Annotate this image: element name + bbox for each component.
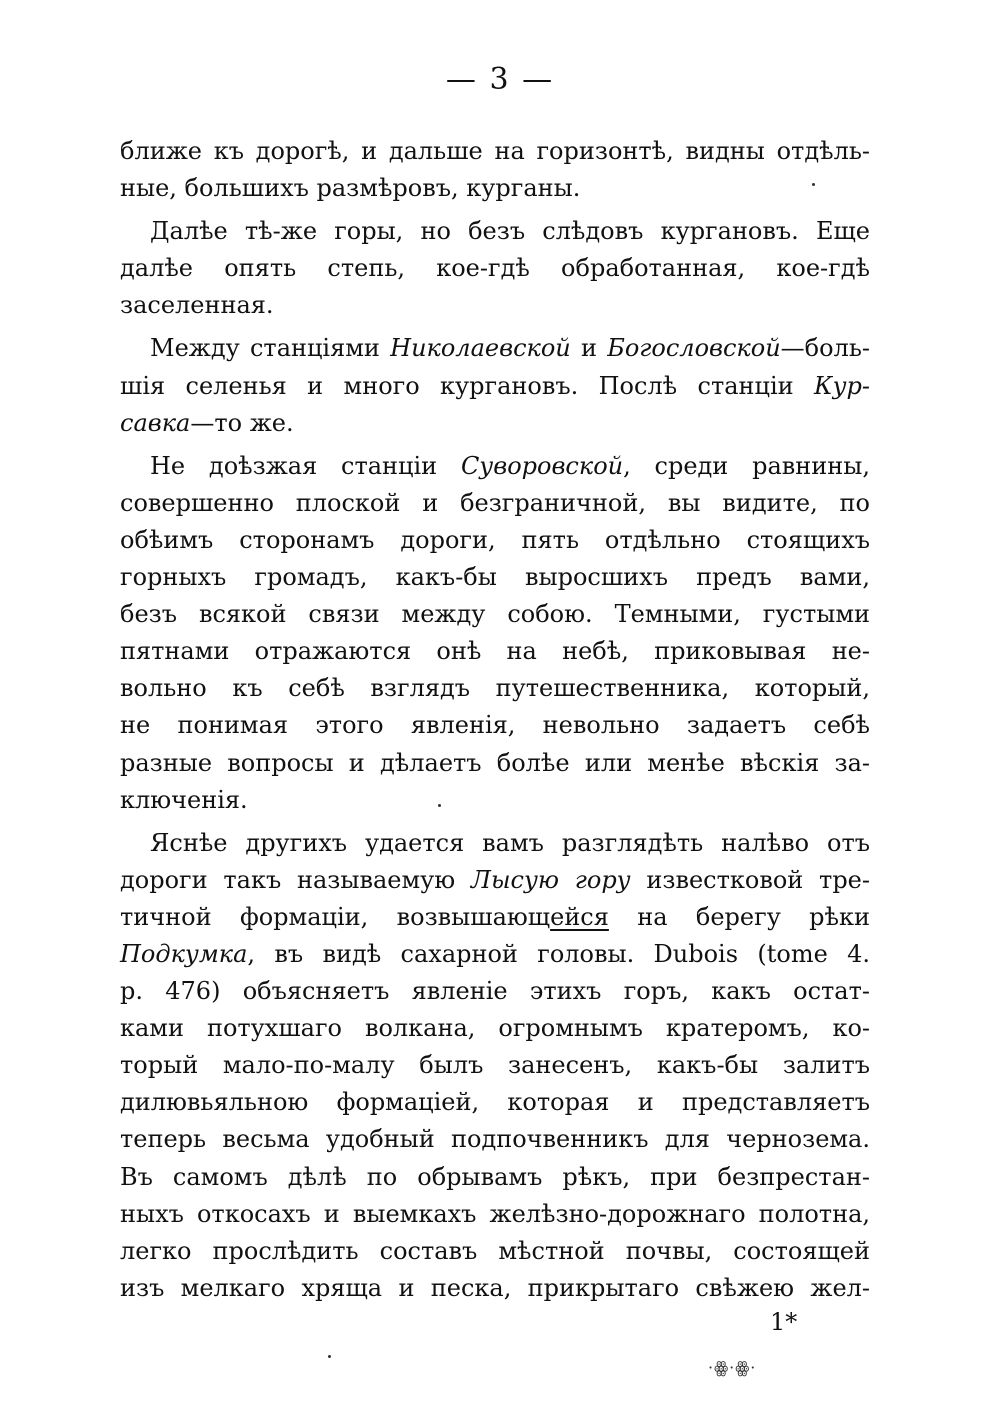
text-line: дилювьяльною формаціей, которая и представляетъ (120, 1088, 870, 1117)
speck (812, 183, 815, 186)
station-name: Николаевской (390, 334, 571, 363)
text-line: не понимая этого явленія, невольно задаетъ себѣ (120, 711, 870, 740)
text-line: совершенно плоской и безграничной, вы видите, по (120, 488, 870, 517)
speck (438, 804, 441, 807)
underlined-ending: ейся (550, 902, 609, 931)
text-line: Далѣе тѣ-же горы, но безъ слѣдовъ кургановъ. Еще (150, 217, 870, 246)
page-body-text (120, 133, 870, 1307)
text-line: савка—то же. (120, 408, 294, 437)
text-line: Между станціями Николаевской и Богословской—боль- (150, 334, 870, 363)
text-line: ныхъ откосахъ и выемкахъ желѣзно-дорожнаго полотна, (120, 1199, 870, 1228)
station-name: Богословской (607, 334, 781, 363)
text-line: теперь весьма удобный подпочвенникъ для чернозема. (120, 1125, 870, 1154)
station-name: савка (120, 408, 191, 437)
text-line: пятнами отражаются онѣ на небѣ, приковывая не- (120, 637, 870, 666)
text-line: p. 476) объясняетъ явленіе этихъ горъ, какъ остат- (120, 977, 870, 1006)
text-line: вольно къ себѣ взглядъ путешественника, который, (120, 674, 870, 703)
text-line: заселенная. (120, 291, 274, 320)
text-line: изъ мелкаго хряща и песка, прикрытаго свѣжею жел- (120, 1273, 870, 1302)
printer-signature-mark: 1* (770, 1308, 798, 1336)
text-line: далѣе опять степь, кое-гдѣ обработанная, кое-гдѣ (120, 254, 870, 283)
text-line: ближе къ дорогѣ, и дальше на горизонтѣ, видны отдѣль- (120, 137, 870, 165)
text-line: тичной формаціи, возвышающейся на берегу рѣки (120, 902, 871, 931)
text-line: разные вопросы и дѣлаетъ болѣе или менѣе вѣскія за- (120, 748, 870, 777)
station-name: Суворовской (460, 451, 624, 480)
text-line: ные, большихъ размѣровъ, курганы. (120, 174, 581, 203)
ink-stain: ·ꙮ·ꙮ· (708, 1358, 757, 1377)
mountain-name: Лысую гору (470, 865, 631, 894)
text-line: ключенія. (120, 785, 248, 814)
text-line: ками потухшаго волкана, огромнымъ кратеромъ, ко- (120, 1014, 870, 1043)
text-line: дороги такъ называемую Лысую гору известковой тре- (120, 865, 870, 894)
text-line: Яснѣе другихъ удается вамъ разглядѣть налѣво отъ (150, 828, 870, 857)
river-name: Подкумка (120, 939, 248, 968)
text-line: безъ всякой связи между собою. Темными, густыми (120, 600, 870, 629)
page-number-header: — 3 — (445, 62, 555, 97)
speck (328, 1355, 331, 1358)
text-line: Не доѣзжая станціи Суворовской, среди равнины, (150, 451, 870, 480)
text-line: торый мало-по-малу былъ занесенъ, какъ-бы залитъ (120, 1051, 870, 1080)
text-line: горныхъ громадъ, какъ-бы выросшихъ предъ вами, (120, 563, 870, 592)
station-name: Кур- (814, 371, 870, 400)
text-line: обѣимъ сторонамъ дороги, пять отдѣльно стоящихъ (120, 525, 870, 554)
text-line: Въ самомъ дѣлѣ по обрывамъ рѣкъ, при безпрестан- (120, 1162, 870, 1191)
text-line: шія селенья и много кургановъ. Послѣ станціи Кур- (120, 371, 870, 400)
text-line: Подкумка, въ видѣ сахарной головы. Dubois (tome 4. (120, 939, 870, 968)
text-line: легко прослѣдить составъ мѣстной почвы, состоящей (120, 1236, 870, 1265)
